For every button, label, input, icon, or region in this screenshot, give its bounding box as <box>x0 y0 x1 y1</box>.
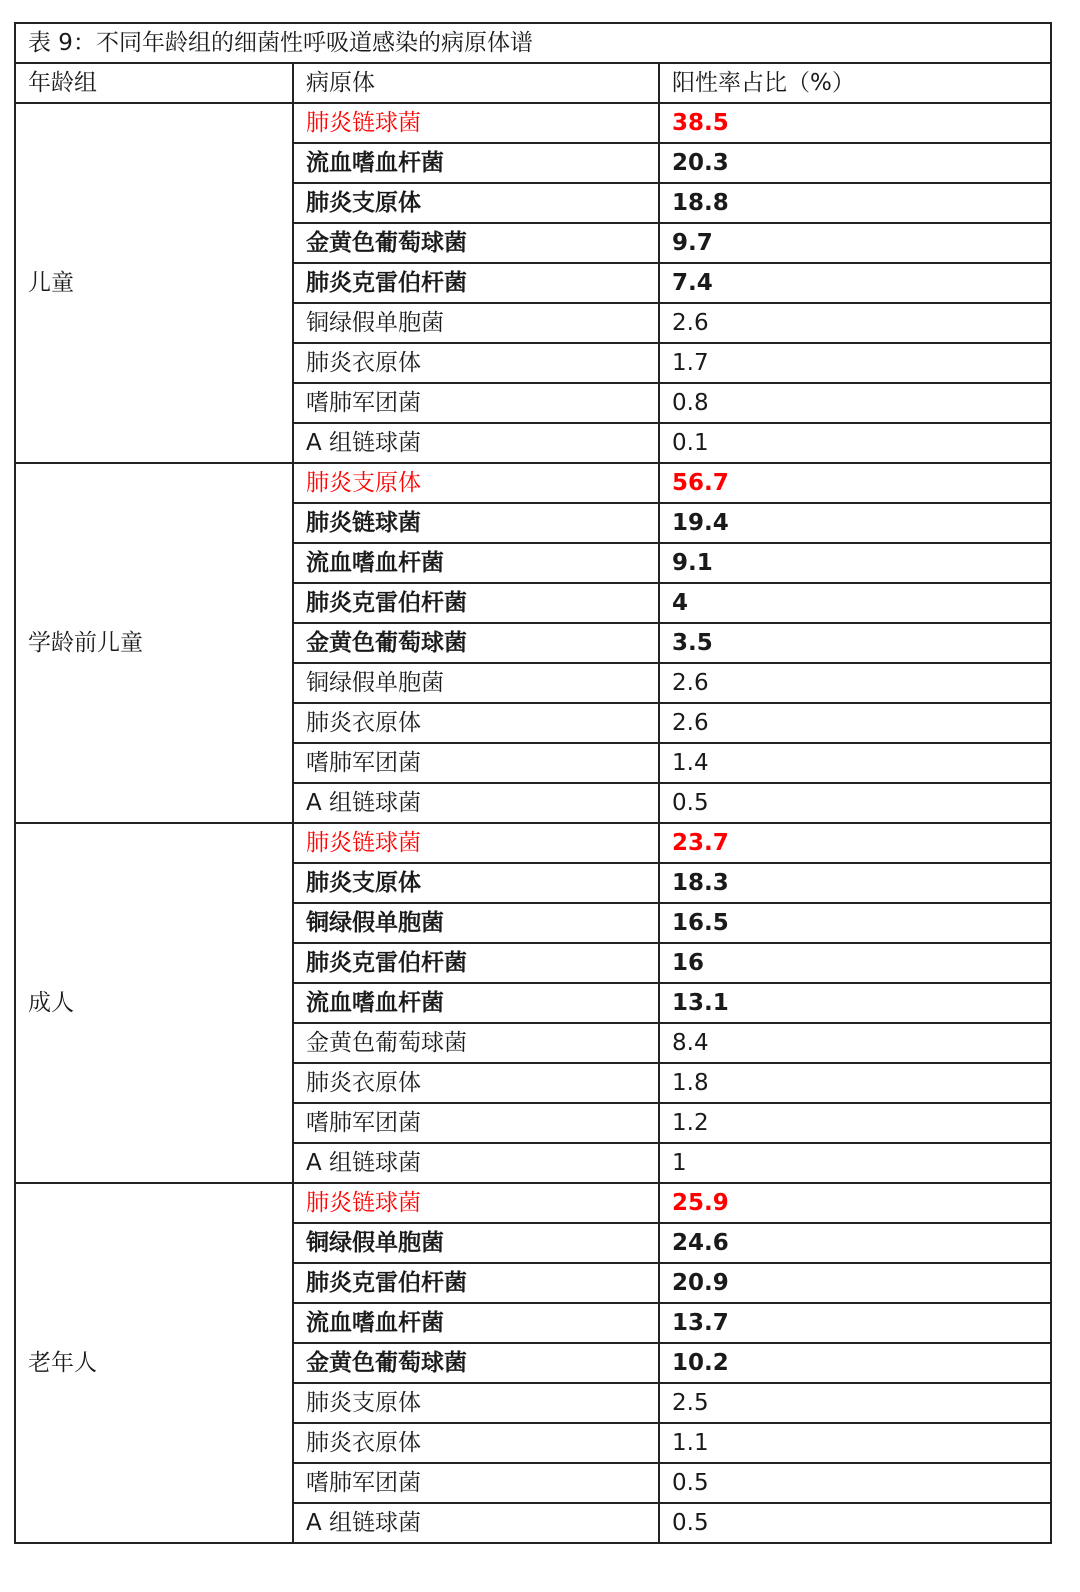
pathogen-cell: 铜绿假单胞菌 <box>293 903 659 943</box>
pathogen-cell: 肺炎支原体 <box>293 183 659 223</box>
positive-rate-cell: 0.1 <box>659 423 1051 463</box>
positive-rate-cell: 1.8 <box>659 1063 1051 1103</box>
pathogen-cell: 肺炎克雷伯杆菌 <box>293 583 659 623</box>
header-age-group: 年龄组 <box>15 63 293 103</box>
positive-rate-cell: 2.6 <box>659 303 1051 343</box>
positive-rate-cell: 18.3 <box>659 863 1051 903</box>
pathogen-cell: 流血嗜血杆菌 <box>293 1303 659 1343</box>
positive-rate-cell: 4 <box>659 583 1051 623</box>
caption-row <box>15 23 1051 63</box>
pathogen-cell: 铜绿假单胞菌 <box>293 1223 659 1263</box>
positive-rate-cell: 9.7 <box>659 223 1051 263</box>
positive-rate-cell: 2.5 <box>659 1383 1051 1423</box>
pathogen-cell: 流血嗜血杆菌 <box>293 983 659 1023</box>
pathogen-cell: 金黄色葡萄球菌 <box>293 1343 659 1383</box>
positive-rate-cell: 16.5 <box>659 903 1051 943</box>
positive-rate-cell: 3.5 <box>659 623 1051 663</box>
table-caption: 表 9：不同年龄组的细菌性呼吸道感染的病原体谱 <box>15 23 1051 63</box>
pathogen-cell: 嗜肺军团菌 <box>293 743 659 783</box>
pathogen-cell: 嗜肺军团菌 <box>293 1463 659 1503</box>
positive-rate-cell: 13.1 <box>659 983 1051 1023</box>
positive-rate-cell: 0.5 <box>659 783 1051 823</box>
pathogen-cell: A 组链球菌 <box>293 1503 659 1543</box>
pathogen-table <box>14 22 1052 1544</box>
pathogen-cell: A 组链球菌 <box>293 1143 659 1183</box>
positive-rate-cell: 0.5 <box>659 1503 1051 1543</box>
positive-rate-cell: 1.4 <box>659 743 1051 783</box>
positive-rate-cell: 19.4 <box>659 503 1051 543</box>
pathogen-cell: 流血嗜血杆菌 <box>293 543 659 583</box>
table-row <box>15 823 1051 863</box>
positive-rate-cell: 2.6 <box>659 703 1051 743</box>
header-row <box>15 63 1051 103</box>
positive-rate-cell: 8.4 <box>659 1023 1051 1063</box>
pathogen-cell: 金黄色葡萄球菌 <box>293 1023 659 1063</box>
positive-rate-cell: 25.9 <box>659 1183 1051 1223</box>
pathogen-cell: 肺炎衣原体 <box>293 1063 659 1103</box>
pathogen-cell: 肺炎支原体 <box>293 463 659 503</box>
pathogen-cell: 肺炎支原体 <box>293 863 659 903</box>
pathogen-cell: 肺炎克雷伯杆菌 <box>293 943 659 983</box>
positive-rate-cell: 2.6 <box>659 663 1051 703</box>
positive-rate-cell: 0.8 <box>659 383 1051 423</box>
age-group-cell: 学龄前儿童 <box>15 463 293 823</box>
positive-rate-cell: 10.2 <box>659 1343 1051 1383</box>
positive-rate-cell: 7.4 <box>659 263 1051 303</box>
positive-rate-cell: 9.1 <box>659 543 1051 583</box>
pathogen-cell: 金黄色葡萄球菌 <box>293 623 659 663</box>
positive-rate-cell: 0.5 <box>659 1463 1051 1503</box>
table-body <box>15 23 1051 1543</box>
pathogen-cell: 肺炎克雷伯杆菌 <box>293 1263 659 1303</box>
pathogen-cell: 肺炎链球菌 <box>293 103 659 143</box>
age-group-cell: 老年人 <box>15 1183 293 1543</box>
positive-rate-cell: 18.8 <box>659 183 1051 223</box>
positive-rate-cell: 1.1 <box>659 1423 1051 1463</box>
pathogen-cell: 肺炎衣原体 <box>293 1423 659 1463</box>
table-row <box>15 463 1051 503</box>
pathogen-cell: 肺炎衣原体 <box>293 703 659 743</box>
pathogen-cell: 铜绿假单胞菌 <box>293 303 659 343</box>
positive-rate-cell: 24.6 <box>659 1223 1051 1263</box>
pathogen-cell: 流血嗜血杆菌 <box>293 143 659 183</box>
pathogen-cell: 金黄色葡萄球菌 <box>293 223 659 263</box>
positive-rate-cell: 1 <box>659 1143 1051 1183</box>
pathogen-cell: A 组链球菌 <box>293 423 659 463</box>
header-pathogen: 病原体 <box>293 63 659 103</box>
table-row <box>15 103 1051 143</box>
pathogen-cell: 肺炎链球菌 <box>293 1183 659 1223</box>
pathogen-cell: 肺炎克雷伯杆菌 <box>293 263 659 303</box>
pathogen-cell: 肺炎链球菌 <box>293 503 659 543</box>
age-group-cell: 成人 <box>15 823 293 1183</box>
age-group-cell: 儿童 <box>15 103 293 463</box>
positive-rate-cell: 16 <box>659 943 1051 983</box>
pathogen-cell: 肺炎衣原体 <box>293 343 659 383</box>
positive-rate-cell: 38.5 <box>659 103 1051 143</box>
positive-rate-cell: 1.7 <box>659 343 1051 383</box>
pathogen-cell: 肺炎链球菌 <box>293 823 659 863</box>
pathogen-cell: A 组链球菌 <box>293 783 659 823</box>
positive-rate-cell: 20.9 <box>659 1263 1051 1303</box>
positive-rate-cell: 56.7 <box>659 463 1051 503</box>
header-positive-rate: 阳性率占比（%） <box>659 63 1051 103</box>
table-row <box>15 1183 1051 1223</box>
positive-rate-cell: 1.2 <box>659 1103 1051 1143</box>
positive-rate-cell: 23.7 <box>659 823 1051 863</box>
pathogen-cell: 嗜肺军团菌 <box>293 383 659 423</box>
pathogen-cell: 嗜肺军团菌 <box>293 1103 659 1143</box>
positive-rate-cell: 20.3 <box>659 143 1051 183</box>
pathogen-cell: 肺炎支原体 <box>293 1383 659 1423</box>
pathogen-cell: 铜绿假单胞菌 <box>293 663 659 703</box>
positive-rate-cell: 13.7 <box>659 1303 1051 1343</box>
